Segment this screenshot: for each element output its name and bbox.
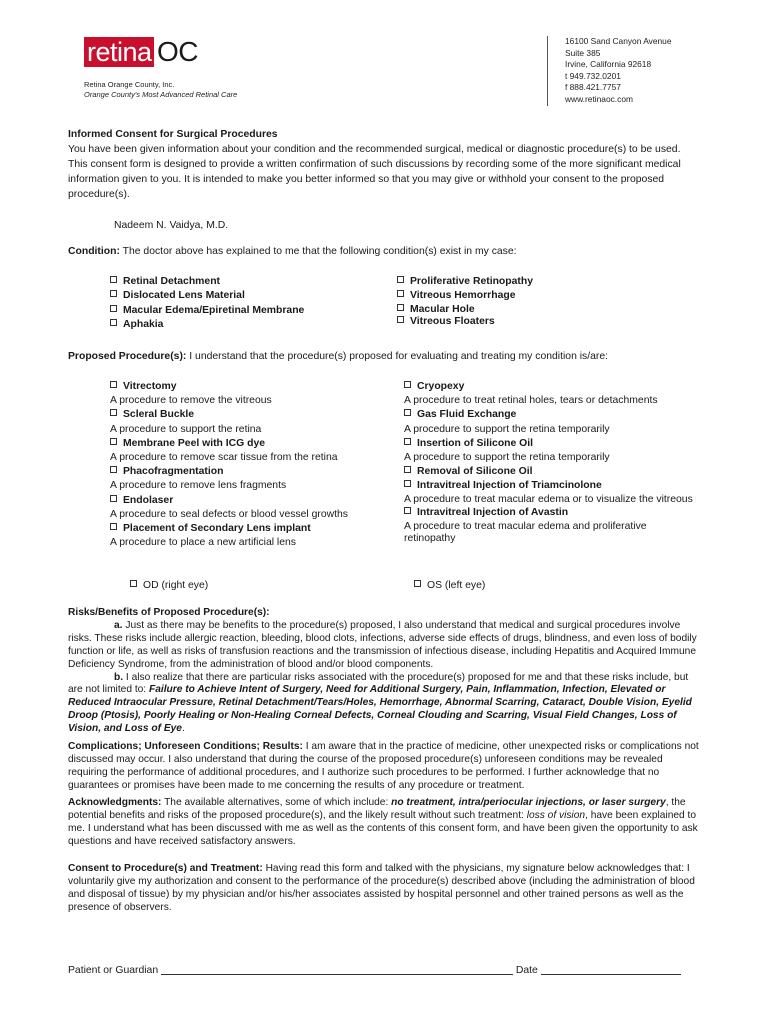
signature-row [68, 962, 708, 978]
complications-text: I am aware that in the practice of medicine, other unexpected risks or complications not discussed may occur. I also understand that during the course of the proposed procedure(s) unforeseen conditions may be revealed requiring the performance of additional procedures, and I authorize such procedures to be performed. I further acknowledge that no guarantees or promises have been made to me concerning the results of any procedure or treatment. [68, 741, 699, 791]
consent-text: Having read this form and talked with the physicians, my signature below acknowledges that: I voluntarily give my authorization and consent to the performance of the procedure(s) described above (including the administration of blood and disposal of tissue) by my physician and/or his/her associates assisted by hospital personnel and other trained persons as well as the presence of observers. [68, 863, 695, 913]
procedure-intro [68, 349, 708, 364]
address-line: Irvine, California 92618 [565, 59, 652, 69]
condition-text: The doctor above has explained to me that the following condition(s) exist in my case: [122, 246, 517, 257]
checkbox[interactable] [397, 304, 404, 311]
checkbox[interactable] [110, 438, 117, 445]
address-block [565, 36, 672, 105]
procedure-option[interactable]: Vitrectomy A procedure to remove the vitreous [110, 381, 272, 407]
checkbox[interactable] [404, 466, 411, 473]
condition-label: Condition: [68, 246, 120, 257]
checkbox[interactable] [404, 381, 411, 388]
condition-option[interactable]: Macular Hole [397, 304, 657, 317]
checkbox[interactable] [110, 381, 117, 388]
checkbox[interactable] [404, 438, 411, 445]
checkbox[interactable] [404, 480, 411, 487]
checkbox[interactable] [397, 316, 404, 323]
procedure-option[interactable]: Phacofragmentation A procedure to remove lens fragments [110, 466, 287, 492]
condition-option[interactable]: Vitreous Floaters [397, 316, 657, 329]
checkbox[interactable] [397, 276, 404, 283]
company-name: Retina Orange County, Inc. [84, 80, 175, 89]
condition-list-right [397, 275, 657, 329]
condition-option[interactable]: Retinal Detachment [110, 275, 370, 289]
company-tagline: Orange County's Most Advanced Retinal Care [84, 90, 238, 99]
os-option[interactable]: OS (left eye) [414, 578, 485, 593]
checkbox[interactable] [110, 305, 117, 312]
intro-text: You have been given information about your condition and the recommended surgical, medical or diagnostic procedure(s) to be used. This consent form is designed to provide a written confirmation of such discussions by recording some of the more significant medical information given to you. It is intended to make you better informed so that you may give or withhold your consent to the proposed procedure(s). [68, 144, 681, 200]
procedure-label: Proposed Procedure(s): [68, 351, 187, 362]
condition-intro [68, 244, 708, 259]
condition-list-left [110, 275, 370, 332]
checkbox[interactable] [110, 466, 117, 473]
patient-guardian-label: Patient or Guardian [68, 965, 159, 976]
procedure-option[interactable]: Intravitreal Injection of Triamcinolone A procedure to treat macular edema or to visualize the vitreous [404, 480, 693, 505]
od-option[interactable]: OD (right eye) [130, 578, 208, 593]
address-phone: t 949.732.0201 [565, 70, 621, 81]
alternatives: no treatment, intra/periocular injections, or laser surgery [391, 797, 666, 808]
date-label: Date [515, 965, 538, 976]
logo-oc: OC [157, 36, 198, 67]
procedure-option[interactable]: Placement of Secondary Lens implant A procedure to place a new artificial lens [110, 523, 311, 549]
consent-section [68, 863, 700, 915]
address-line: Suite 385 [565, 47, 601, 58]
likely-result: loss of vision [526, 809, 586, 821]
risks-paragraph-b: b. I also realize that there are particular risks associated with the procedure(s) proposed for me and that these risks include, but are not limited to: Failure to Achieve Intent of Surgery, Need for Additional Surgery, Pain, Inflammation, Infection, Elevated or Reduced Intraocular Pressure, Retinal Detachment/Tears/Holes, Hemorrhage, Abnormal Scarring, Cataract, Double Vision, Eyelid Droop (Ptosis), Poorly Healing or Non-Healing Corneal Defects, Corneal Clouding and Scarring, Visual Field Changes, Loss of Vision, and Loss of Eye. [68, 671, 692, 735]
procedure-option[interactable]: Cryopexy A procedure to treat retinal holes, tears or detachments [404, 381, 658, 407]
doctor-name: Nadeem N. Vaidya, M.D. [114, 220, 229, 231]
procedure-option[interactable]: Insertion of Silicone Oil A procedure to support the retina temporarily [404, 437, 610, 464]
complications-label: Complications; Unforeseen Conditions; Results: [68, 741, 303, 752]
address-fax: f 888.421.7757 [565, 82, 621, 92]
procedure-list-left [110, 380, 380, 550]
risk-list: Failure to Achieve Intent of Surgery, Need for Additional Surgery, Pain, Inflammation, Infection, Elevated or Reduced Intraocular Pressure, Retinal Detachment/Tears/Holes, Hemorrhage, Abnormal Scarring, Cataract, Double Vision, Eyelid Droop (Ptosis), Poorly Healing or Non-Healing Corneal Defects, Corneal Clouding and Scarring, Visual Field Changes, Loss of Vision, and Loss of Eye [68, 684, 692, 735]
checkbox[interactable] [414, 580, 421, 587]
checkbox[interactable] [110, 319, 117, 326]
checkbox[interactable] [404, 409, 411, 416]
date-line[interactable] [541, 962, 681, 975]
complications-section [68, 741, 700, 793]
checkbox[interactable] [110, 409, 117, 416]
procedure-option[interactable]: Gas Fluid Exchange A procedure to support the retina temporarily [404, 409, 610, 435]
checkbox[interactable] [110, 523, 117, 530]
acknowledgments-section: Acknowledgments: The available alternatives, some of which include: no treatment, intra/periocular injections, or laser surgery, the potential benefits and risks of the proposed procedure(s), and the likely result without such treatment: loss of vision, have been explained to me. I understand what has been discussed with me as well as the contents of this consent form, and have been given the opportunity to ask questions and have received satisfactory answers. [68, 797, 698, 847]
acknowledgments-label: Acknowledgments: [68, 797, 162, 808]
condition-option[interactable]: Proliferative Retinopathy [397, 275, 657, 289]
procedure-option[interactable]: Removal of Silicone Oil [404, 465, 694, 479]
condition-option[interactable]: Macular Edema/Epiretinal Membrane [110, 304, 370, 318]
checkbox[interactable] [404, 507, 411, 514]
patient-signature-line[interactable] [161, 962, 513, 975]
page-title: Informed Consent for Surgical Procedures [68, 129, 278, 140]
procedure-option[interactable]: Scleral Buckle A procedure to support the retina [110, 409, 262, 435]
condition-option[interactable]: Vitreous Hemorrhage [397, 289, 657, 303]
procedure-list-right [404, 380, 694, 546]
checkbox[interactable] [110, 276, 117, 283]
company-info [84, 80, 237, 100]
condition-option[interactable]: Dislocated Lens Material [110, 289, 370, 303]
procedure-option[interactable]: Intravitreal Injection of Avastin A procedure to treat macular edema and proliferative retinopathy [404, 507, 647, 545]
risks-label: Risks/Benefits of Proposed Procedure(s): [68, 607, 270, 618]
logo-retina: retina [84, 37, 154, 67]
address-line: 16100 Sand Canyon Avenue [565, 36, 672, 46]
checkbox[interactable] [130, 580, 137, 587]
procedure-option[interactable]: Endolaser A procedure to seal defects or blood vessel growths [110, 494, 348, 520]
checkbox[interactable] [397, 290, 404, 297]
procedure-text: I understand that the procedure(s) proposed for evaluating and treating my condition is/are: [189, 351, 609, 362]
header-divider [547, 36, 548, 106]
checkbox[interactable] [110, 290, 117, 297]
risks-section [68, 607, 700, 736]
condition-option[interactable]: Aphakia [110, 318, 370, 332]
intro-section [68, 127, 698, 202]
address-website: www.retinaoc.com [565, 93, 633, 104]
risks-paragraph-a: a. Just as there may be benefits to the procedure(s) proposed, I also understand that medical and surgical procedures involve risks. These risks include allergic reaction, bleeding, blood clots, infections, adverse side effects of drugs, blindness, and even loss of bodily function or life, as well as risks of transfusion reactions and the transmission of infectious disease, including Hepatitis and Acquired Immune Deficiency Syndrome, from the administration of blood and/or blood components. [68, 619, 697, 670]
consent-label: Consent to Procedure(s) and Treatment: [68, 863, 263, 874]
checkbox[interactable] [110, 495, 117, 502]
procedure-option[interactable]: Membrane Peel with ICG dye A procedure to remove scar tissue from the retina [110, 437, 338, 464]
